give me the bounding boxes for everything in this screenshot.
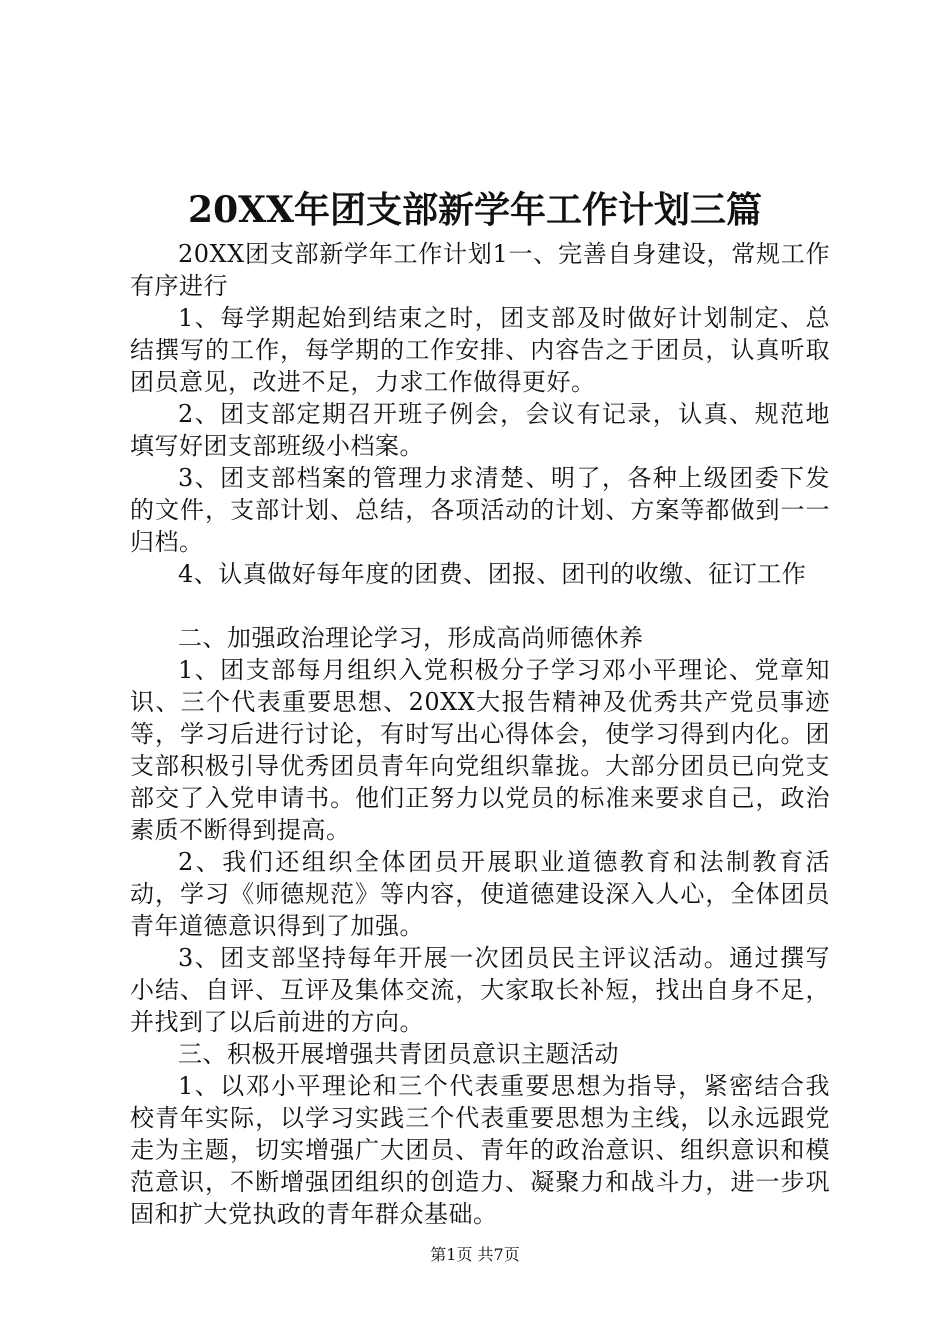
document-title: 20XX年团支部新学年工作计划三篇	[188, 189, 762, 231]
paragraph-spacer	[130, 590, 830, 622]
paragraph-2-3: 3、团支部坚持每年开展一次团员民主评议活动。通过撰写小结、自评、互评及集体交流，大家取长补短，找出自身不足，并找到了以后前进的方向。	[130, 944, 830, 1036]
paragraph-1-2: 2、团支部定期召开班子例会，会议有记录，认真、规范地填写好团支部班级小档案。	[130, 400, 830, 460]
document-body	[130, 238, 830, 1230]
paragraph-2-1: 1、团支部每月组织入党积极分子学习邓小平理论、党章知识、三个代表重要思想、20XX大报告精神及优秀共产党员事迹等，学习后进行讨论，有时写出心得体会，使学习得到内化。团支部积极引导优秀团员青年向党组织靠拢。大部分团员已向党支部交了入党申请书。他们正努力以党员的标准来要求自己，政治素质不断得到提高。	[130, 656, 830, 844]
paragraph-3-1: 1、以邓小平理论和三个代表重要思想为指导，紧密结合我校青年实际，以学习实践三个代表重要思想为主线，以永远跟党走为主题，切实增强广大团员、青年的政治意识、组织意识和模范意识，不断增强团组织的创造力、凝聚力和战斗力，进一步巩固和扩大党执政的青年群众基础。	[130, 1072, 830, 1228]
section-heading-3: 三、积极开展增强共青团员意识主题活动	[178, 1040, 619, 1068]
page-footer: 第1页 共7页	[430, 1245, 520, 1264]
paragraph-1-3: 3、团支部档案的管理力求清楚、明了，各种上级团委下发的文件，支部计划、总结，各项活动的计划、方案等都做到一一归档。	[130, 464, 830, 556]
paragraph-1-4: 4、认真做好每年度的团费、团报、团刊的收缴、征订工作	[178, 560, 807, 588]
paragraph-intro: 20XX团支部新学年工作计划1一、完善自身建设，常规工作有序进行	[130, 240, 830, 300]
paragraph-1-1: 1、每学期起始到结束之时，团支部及时做好计划制定、总结撰写的工作，每学期的工作安排、内容告之于团员，认真听取团员意见，改进不足，力求工作做得更好。	[130, 304, 830, 396]
paragraph-2-2: 2、我们还组织全体团员开展职业道德教育和法制教育活动，学习《师德规范》等内容，使道德建设深入人心，全体团员青年道德意识得到了加强。	[130, 848, 830, 940]
section-heading-2: 二、加强政治理论学习，形成高尚师德休养	[178, 624, 644, 652]
